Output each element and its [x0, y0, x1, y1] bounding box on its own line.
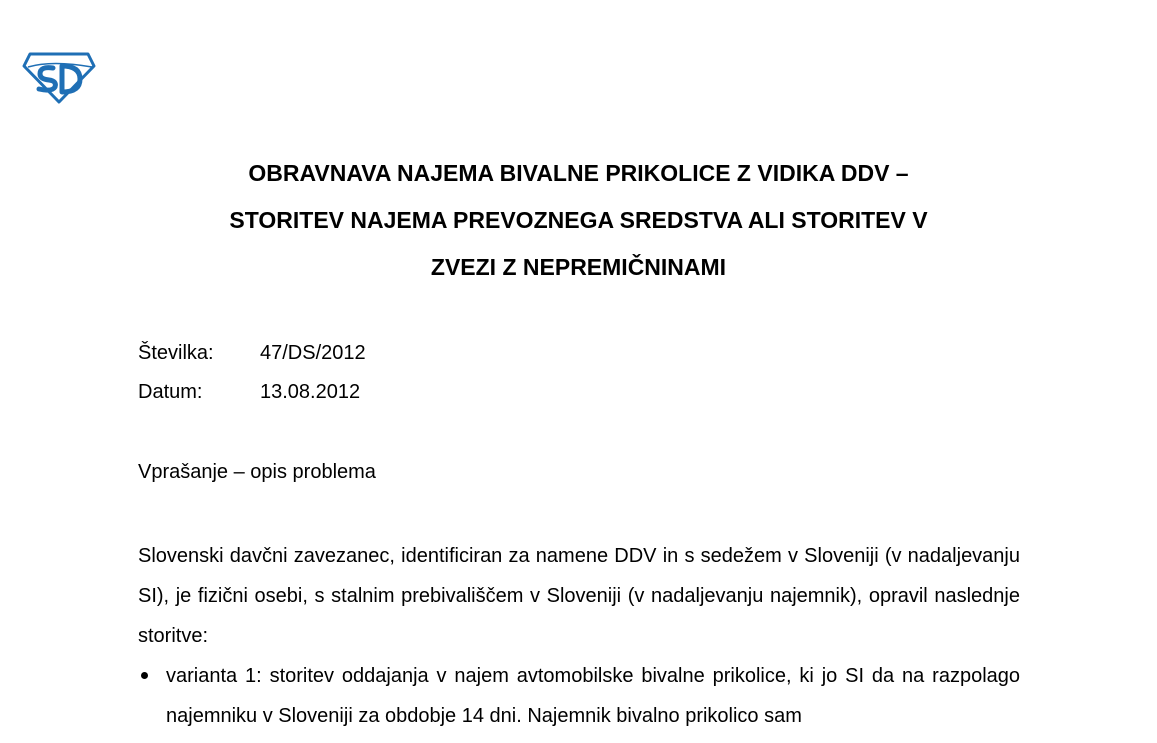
company-logo — [22, 48, 96, 104]
document-date-label: Datum: — [138, 381, 203, 403]
title-line-1: OBRAVNAVA NAJEMA BIVALNE PRIKOLICE Z VIDIKA DDV – — [248, 160, 909, 186]
document-number-label: Številka: — [138, 342, 214, 364]
document-number-row — [138, 342, 366, 365]
document-date-row — [138, 381, 360, 404]
document-number-value: 47/DS/2012 — [260, 342, 366, 364]
document-date-value: 13.08.2012 — [260, 381, 361, 403]
document-title — [130, 150, 1027, 291]
bullet-icon — [141, 672, 148, 679]
list-item-text: varianta 1: storitev oddajanja v najem avtomobilske bivalne prikolice, ki jo SI da na razpolago najemniku v Sloveniji za obdobje 14 dni. Najemnik bivalno prikolico sam — [166, 665, 1020, 727]
title-line-2: STORITEV NAJEMA PREVOZNEGA SREDSTVA ALI STORITEV V — [229, 207, 928, 233]
section-heading: Vprašanje – opis problema — [138, 461, 376, 483]
title-line-3: ZVEZI Z NEPREMIČNINAMI — [430, 254, 727, 280]
body-paragraph: Slovenski davčni zavezanec, identificiran za namene DDV in s sedežem v Sloveniji (v nadaljevanju SI), je fizični osebi, s stalnim prebivališčem v Sloveniji (v nadaljevanju najemnik), opravil naslednje storitve: — [138, 545, 1020, 647]
list-item — [138, 656, 1020, 736]
